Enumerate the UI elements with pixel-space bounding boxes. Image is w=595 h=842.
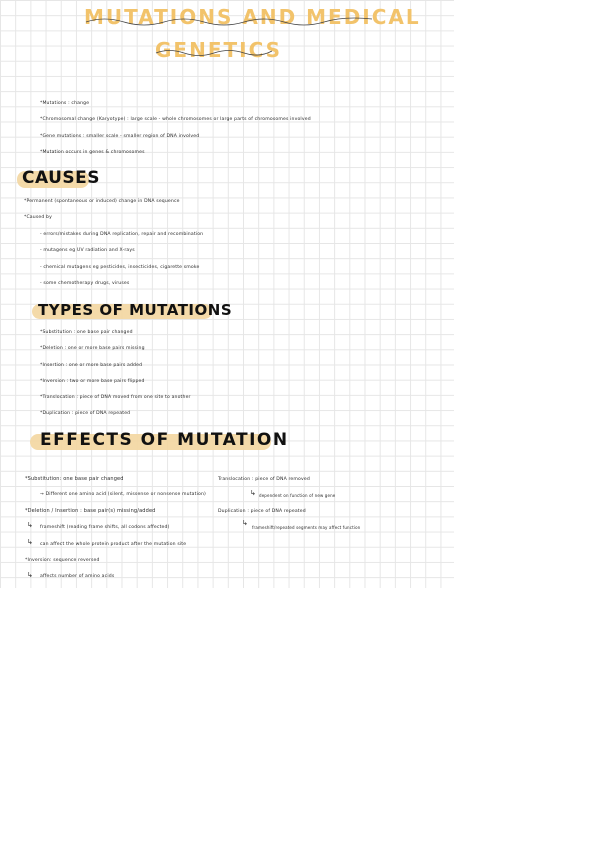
- causes-item: *Permanent (spontaneous or induced) change in DNA sequence: [24, 199, 180, 204]
- intro-line: *Mutation occurs in genes & chromosomes: [40, 150, 145, 155]
- intro-line: *Mutations : change: [40, 101, 90, 106]
- effects-inversion-result: affects number of amino acids: [40, 574, 115, 579]
- types-item: *Substitution : one base pair changed: [40, 330, 133, 335]
- arrow-icon: ↳: [27, 538, 33, 546]
- title-line-2-script-strike: [154, 46, 274, 58]
- effects-deletion-result-1: frameshift (reading frame shifts, all codons affected): [40, 525, 170, 530]
- effects-deletion-insertion: *Deletion / Insertion : base pair(s) missing/added: [25, 508, 156, 514]
- types-item: *Inversion : two or more base pairs flipped: [40, 379, 145, 384]
- arrow-icon: ↳: [27, 571, 33, 579]
- effects-inversion: *Inversion: sequence reversed: [25, 558, 100, 563]
- effects-translocation: Translocation : piece of DNA removed: [218, 477, 310, 482]
- arrow-icon: ↳: [250, 489, 256, 497]
- arrow-icon: ↳: [242, 519, 248, 527]
- effects-substitution-result: → Different one amino acid (silent, missense or nonsense mutation): [40, 492, 206, 497]
- effects-deletion-result-2: can affect the whole protein product after the mutation site: [40, 542, 187, 547]
- causes-item: *Caused by: [24, 215, 52, 220]
- intro-line: *Gene mutations : smaller scale - smaller region of DNA involved: [40, 134, 200, 139]
- effects-duplication: Duplication : piece of DNA repeated: [218, 509, 306, 514]
- effects-substitution: *Substitution: one base pair changed: [25, 476, 124, 482]
- causes-subitem: - chemical mutagens eg pesticides, insecticides, cigarette smoke: [40, 265, 200, 270]
- causes-subitem: - some chemotherapy drugs, viruses: [40, 281, 130, 286]
- title-line-1-script-strike: [84, 14, 376, 28]
- page-title-line-1: MUTATIONS AND MEDICAL: [84, 5, 421, 29]
- types-item: *Translocation : piece of DNA moved from one site to another: [40, 395, 191, 400]
- causes-subitem: - errors/mistakes during DNA replication, repair and recombination: [40, 232, 204, 237]
- effects-heading: EFFECTS OF MUTATION: [40, 430, 289, 450]
- types-heading: TYPES OF MUTATIONS: [38, 301, 233, 319]
- types-item: *Insertion : one or more base pairs added: [40, 363, 143, 368]
- arrow-icon: ↳: [27, 521, 33, 529]
- page-title-line-2: GENETICS: [155, 38, 283, 62]
- types-item: *Duplication : piece of DNA repeated: [40, 411, 131, 416]
- intro-line: *Chromosomal change (Karyotype) : large scale - whole chromosomes or large parts of chromosomes involved: [40, 117, 311, 122]
- causes-heading: CAUSES: [22, 168, 101, 188]
- effects-duplication-result: frameshift/repeated segments may affect function: [252, 525, 361, 530]
- types-item: *Deletion : one or more base pairs missing: [40, 346, 145, 351]
- effects-translocation-result: dependent on function of new gene: [259, 493, 336, 498]
- causes-subitem: - mutagens eg UV radiation and X-rays: [40, 248, 135, 253]
